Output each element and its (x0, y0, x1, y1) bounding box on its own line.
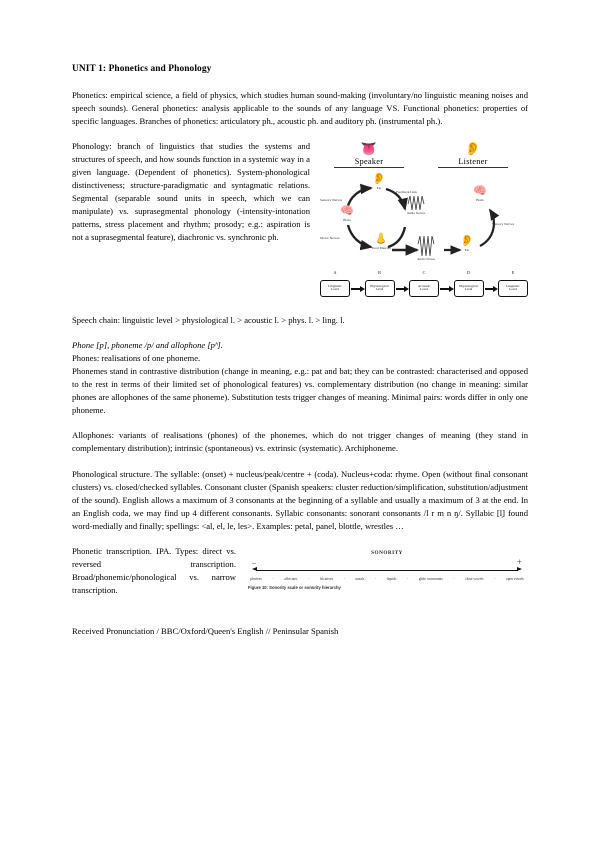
level-box-b (365, 280, 395, 297)
sonority-category: affricates (284, 576, 298, 581)
ear-icon: 👂 (464, 140, 482, 156)
sonority-category: glide consonants (418, 576, 443, 581)
level-box-line2: Level (464, 287, 473, 292)
edge-feedback-link: Feedback Link (396, 189, 417, 194)
speaker-label: Speaker (334, 157, 404, 168)
edge-sensory-nerves-listener: Sensory Nerves (492, 221, 515, 226)
node-brain-listener: 🧠 Brain (460, 186, 500, 202)
transcription-section (72, 545, 528, 609)
category-separator: - (406, 576, 409, 581)
speaker-heading (334, 142, 404, 168)
level-arrow (395, 286, 410, 290)
paragraph-phonology: Phonology: branch of linguistics that studies the systems and structures of speech, and how sounds function in a systemic way in a given language. (Dependent of phonetics). System-phonological distinctiveness; structure-paradigmatic and syntagmatic relations. Segmental (separable sound units in speech, which we can manipulate) vs. suprasegmental phonology (-intensity-intonation patterns, stress placement and rhythm; prosody; e.g.: aspiration is not a suprasegmental feature), diachronic vs. synchronic ph. (72, 140, 310, 243)
sonority-category: fricatives (319, 576, 334, 581)
level-box-line1: Physiological (459, 283, 478, 288)
ear-icon: 👂 (460, 234, 474, 247)
axis-line (256, 570, 518, 571)
page-title: UNIT 1: Phonetics and Phonology (72, 64, 212, 74)
level-letter: D (466, 269, 471, 275)
paragraph-received-pronunciation: Received Pronunciation / BBC/Oxford/Queen's English // Peninsular Spanish (72, 626, 339, 637)
level-letter: B (378, 269, 381, 275)
level-letter: A (333, 269, 337, 275)
paragraph-transcription: Phonetic transcription. IPA. Types: direct vs. reversed transcription. Broad/phonemic/phonological vs. narrow transcription. (72, 545, 236, 595)
level-box-line1: Linguistic (328, 283, 342, 288)
node-ear-listener: 👂 Ear (452, 236, 482, 252)
sonority-category: plosives (250, 576, 262, 581)
vocal-muscles-icon: 👃 (374, 232, 388, 245)
sonority-category: nasals (355, 576, 365, 581)
brain-icon: 🧠 (473, 184, 487, 197)
category-separator: - (272, 576, 274, 581)
category-separator: - (343, 576, 345, 581)
level-letters (320, 270, 528, 275)
category-separator: - (307, 576, 310, 581)
speech-chain-levels (320, 270, 528, 310)
audio-waves-waveform (418, 236, 434, 256)
axis-arrow-right (517, 567, 522, 571)
level-box-line2: Level (331, 287, 339, 292)
heading-phone-phoneme-allophone: Phone [p], phoneme /p/ and allophone [pʰ]. (72, 340, 223, 350)
category-separator: - (374, 576, 377, 581)
level-box-line1: Acoustic (417, 283, 431, 288)
paragraph-phones: Phones: realisations of one phoneme. (72, 353, 201, 364)
letter-spacer (395, 270, 410, 275)
minus-sign: – (252, 557, 256, 567)
letter-spacer (484, 270, 499, 275)
listener-heading (438, 142, 508, 168)
level-box-row (320, 280, 528, 297)
level-box-line1: Physiological (370, 283, 389, 288)
sonority-category: close vowels (465, 576, 484, 581)
speech-chain-figure (320, 142, 528, 310)
level-arrow (350, 286, 365, 290)
listener-label: Listener (438, 157, 508, 168)
sonority-category: open vowels (505, 576, 524, 581)
document-body (72, 64, 528, 638)
sonority-scale (246, 547, 528, 590)
level-box-d (454, 280, 484, 297)
level-box-e (498, 280, 528, 297)
edge-motor-nerves: Motor Nerves (320, 235, 340, 240)
level-box-line2: Level (375, 287, 384, 292)
paragraph-phonemes: Phonemes stand in contrastive distribution (change in meaning, e.g.: pat and bat; they can be contrasted: characterised and opposed to the rest in terms of their limited set of phonological features) vs. complementary distribution (no change in meaning: similar phones are allophones of the same phoneme). Substitution tests trigger changes of meaning. Minimal pairs: words differ in only one phoneme. (72, 366, 528, 416)
node-audio-waves: Audio Waves (417, 257, 435, 261)
plus-sign: + (516, 556, 522, 567)
level-box-line2: Level (509, 287, 517, 292)
speech-chain-stage (320, 172, 528, 268)
paragraph-phonetics: Phonetics: empirical science, a field of physics, which studies human sound-making (involuntary/no linguistic meaning noises and speech sounds). General phonetics: analysis applicable to the sounds of any language VS. Functional phonetics: properties of specific languages. Branches of phonetics: articulatory ph., acoustic ph. and auditory ph. (instrumental ph.). (72, 89, 528, 126)
sonority-axis (252, 568, 522, 574)
sonority-figure (246, 547, 528, 590)
level-box-line2: Level (420, 287, 428, 292)
phonology-section (72, 140, 528, 314)
brain-icon: 🧠 (340, 204, 354, 217)
speech-chain-headings (320, 142, 528, 178)
node-ear-speaker: 👂 Ear (362, 174, 396, 190)
audio-nerves-waveform (408, 196, 424, 210)
figure-caption: Figure 10: Sonority scale or sonority hierarchy (248, 584, 341, 590)
speech-chain-diagram (320, 142, 528, 310)
level-letter: C (422, 269, 426, 275)
sonority-signs (252, 556, 522, 568)
level-arrow (484, 286, 499, 290)
letter-spacer (439, 270, 454, 275)
letter-spacer (350, 270, 365, 275)
paragraph-phonological-structure: Phonological structure. The syllable: (onset) + nucleus/peak/centre + (coda). Nucleus+coda: rhyme. Open (without final consonant clusters) vs. closed/checked syllables. Consonant cluster (Spanish speakers: cluster reduction/simplification, substitution/adjustment of the sound). English allows a maximum of 3 consonants at the beginning of a syllable and usually a maximum of 3 at the end. In an English coda, we may find up 4 different consonants. Syllabic consonants: sonorant consonants /l r m n ŋ/. Syllabic [l̩] found word-medially and finally; spellings: <al, el, le, les>. Examples: petal, panel, blottle, wrestles … (72, 468, 528, 531)
node-audio-nerves: Audio Nerves (406, 211, 426, 215)
level-box-line1: Linguistic (506, 283, 520, 288)
mouth-icon: 👅 (360, 140, 378, 156)
level-letter: E (511, 269, 515, 275)
sonority-title: SONORITY (371, 549, 403, 556)
node-vocal-muscles: 👃 Vocal Muscles (360, 234, 402, 250)
paragraph-allophones: Allophones: variants of realisations (phones) of the phonemes, which do not trigger changes of meaning (they stand in complementary distribution); intrinsic (spontaneous) vs. extrinsic (systematic). Archiphoneme. (72, 430, 528, 454)
category-separator: - (453, 576, 455, 581)
level-box-a (320, 280, 350, 297)
level-arrow (439, 286, 454, 290)
edge-sensory-nerves-speaker: Sensory Nerves (320, 197, 343, 202)
sonority-category: liquids (386, 576, 397, 581)
paragraph-speech-chain: Speech chain: linguistic level > physiological l. > acoustic l. > phys. l. > ling. l. (72, 314, 345, 325)
category-separator: - (494, 576, 496, 581)
node-brain-speaker: 🧠 Brain (328, 206, 366, 222)
ear-icon: 👂 (372, 172, 386, 185)
sonority-categories (250, 577, 524, 581)
level-box-c (409, 280, 439, 297)
